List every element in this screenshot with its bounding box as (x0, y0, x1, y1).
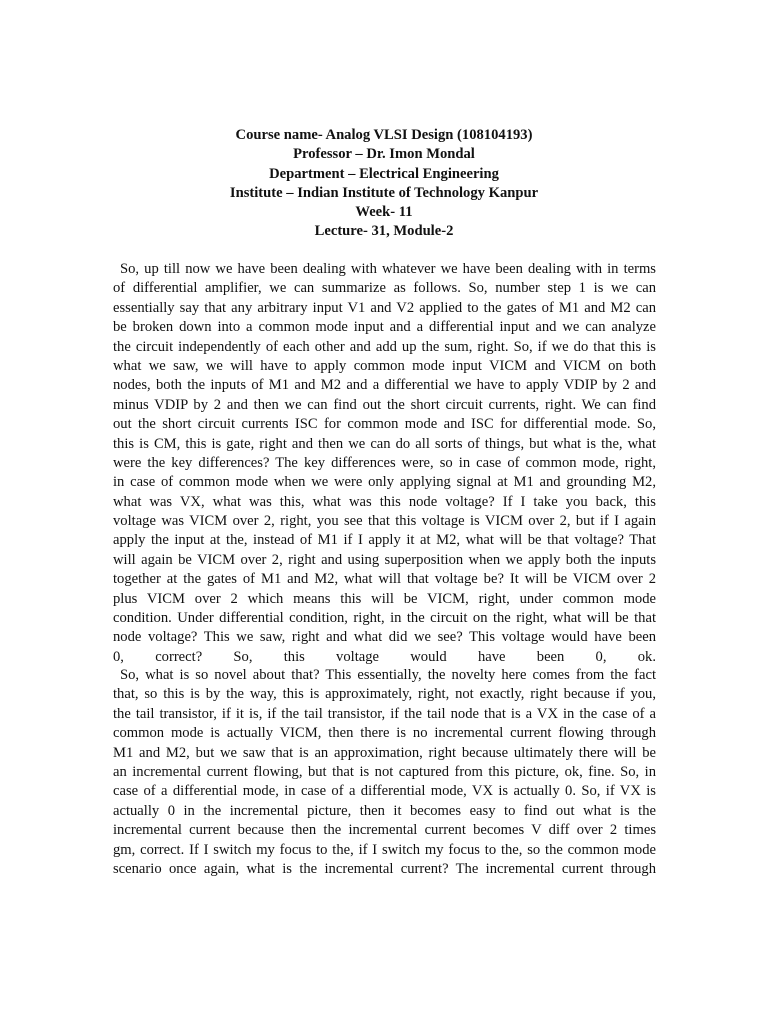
institute-name: Institute – Indian Institute of Technology Kanpur (229, 184, 539, 201)
paragraph-line: condition. Under differential condition, right, in the circuit on the right, what will be that (113, 610, 656, 627)
paragraph-line: together at the gates of M1 and M2, what will that voltage be? It will be VICM over 2 (113, 571, 656, 588)
paragraph-line: be broken down into a common mode input and a differential input and we can analyze (113, 319, 656, 336)
paragraph-line: out the short circuit currents ISC for common mode and ISC for differential mode. So, (113, 416, 656, 433)
department-name: Department – Electrical Engineering (269, 165, 499, 182)
paragraph-line: of differential amplifier, we can summarize as follows. So, number step 1 is we can (113, 280, 656, 297)
paragraph-line: were the key differences? The key differences were, so in case of common mode, right, (113, 454, 656, 471)
professor-name: Professor – Dr. Imon Mondal (293, 146, 475, 163)
paragraph-line: will again be VICM over 2, right and using superposition when we apply both the inputs (113, 551, 656, 568)
paragraph-line: nodes, both the inputs of M1 and M2 and a differential we have to apply VDIP by 2 and (113, 377, 656, 394)
paragraph-line: plus VICM over 2 which means this will be VICM, right, under common mode (113, 590, 656, 607)
paragraph-line: M1 and M2, but we saw that is an approximation, right because ultimately there will be (113, 744, 656, 761)
week-label: Week- 11 (355, 204, 413, 221)
paragraph-line: an incremental current flowing, but that is not captured from this picture, ok, fine. So, in (113, 763, 656, 780)
paragraph-line: So, up till now we have been dealing with whatever we have been dealing with in terms (120, 261, 656, 277)
paragraph-line: minus VDIP by 2 and then we can find out the short circuit currents, right. We can find (113, 396, 656, 413)
paragraph-line: case of a differential mode, in case of a differential mode, VX is actually 0. So, if VX is (113, 783, 656, 800)
document-header (0, 126, 768, 242)
paragraph-line: node voltage? This we saw, right and what did we see? This voltage would have been (113, 629, 656, 646)
paragraph-line: apply the input at the, instead of M1 if I apply it at M2, what will be that voltage? That (113, 532, 656, 549)
paragraph-line: the tail transistor, if it is, if the tail transistor, if the tail node that is a VX in the case of a (113, 705, 656, 722)
paragraph-line: scenario once again, what is the incremental current? The incremental current through (113, 860, 656, 877)
paragraph-line: in case of common mode when we were only applying signal at M1 and grounding M2, (113, 474, 656, 491)
paragraph-line: that, so this is by the way, this is approximately, right, not exactly, right because if you, (113, 686, 656, 703)
paragraph-line: gm, correct. If I switch my focus to the, if I switch my focus to the, so the common mode (113, 841, 656, 858)
paragraph-line: So, what is so novel about that? This essentially, the novelty here comes from the fact (120, 667, 656, 683)
lecture-label: Lecture- 31, Module-2 (314, 223, 454, 240)
paragraph-line: common mode is actually VICM, then there is no incremental current flowing through (113, 725, 656, 742)
paragraph-line: this is CM, this is gate, right and then we can do all sorts of things, but what is the, what (113, 435, 656, 452)
paragraph-2 (113, 666, 656, 879)
paragraph-line: what we saw, we will have to apply common mode input VICM and VICM on both (113, 357, 656, 374)
paragraph-line: voltage was VICM over 2, right, you see that this voltage is VICM over 2, but if I again (113, 513, 656, 530)
paragraph-line: essentially say that any arbitrary input V1 and V2 applied to the gates of M1 and M2 can (113, 299, 656, 316)
paragraph-1 (113, 260, 656, 667)
paragraph-line: the circuit independently of each other and add up the sum, right. So, if we do that this is (113, 338, 656, 355)
paragraph-line: incremental current because then the incremental current becomes V diff over 2 times (113, 822, 656, 839)
paragraph-line: 0, correct? So, this voltage would have been 0, ok. (113, 648, 656, 665)
paragraph-line: actually 0 in the incremental picture, then it becomes easy to find out what is the (113, 802, 656, 819)
course-name: Course name- Analog VLSI Design (108104193) (235, 127, 533, 143)
paragraph-line: what was VX, what was this, what was this node voltage? If I take you back, this (113, 493, 656, 510)
